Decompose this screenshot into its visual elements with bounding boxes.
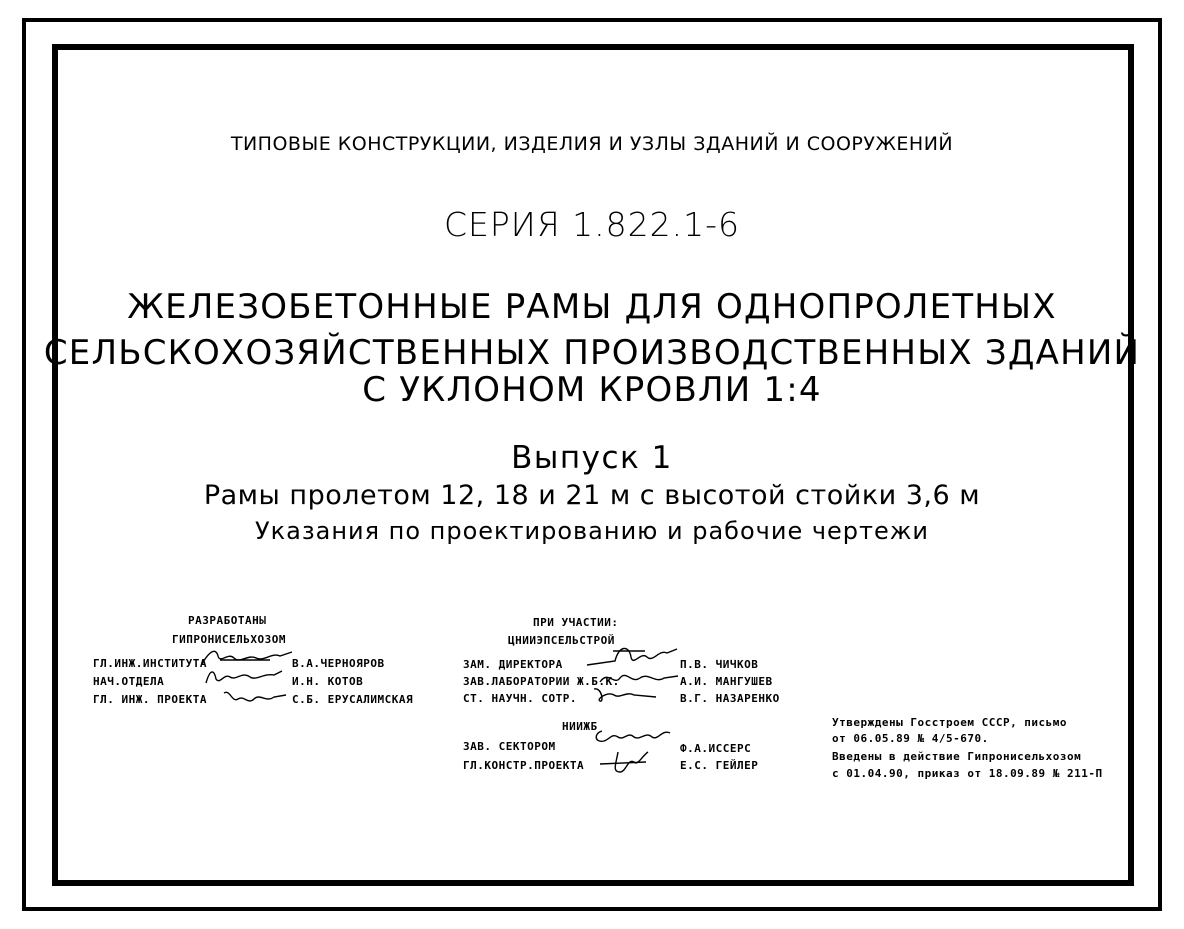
participation-role-1: ЗАМ. ДИРЕКТОРА: [463, 658, 563, 671]
signature-nazarenko: [590, 685, 660, 705]
approval-line-2: от 06.05.89 № 4/5-670.: [832, 732, 989, 745]
series-title: СЕРИЯ 1.822.1-6: [444, 205, 740, 244]
participation-heading: ПРИ УЧАСТИИ:: [533, 616, 619, 629]
participation-name-4: Ф.А.ИССЕРС: [680, 742, 752, 755]
participation-name-5: Е.С. ГЕЙЛЕР: [680, 759, 759, 772]
developed-name-1: В.А.ЧЕРНОЯРОВ: [292, 657, 385, 670]
participation-role-4: ЗАВ. СЕКТОРОМ: [463, 740, 556, 753]
developed-role-3: ГЛ. ИНЖ. ПРОЕКТА: [93, 693, 207, 706]
subtitle-1: Рамы пролетом 12, 18 и 21 м с высотой стойки 3,6 м: [203, 480, 981, 511]
approval-line-3: Введены в действие Гипронисельхозом: [832, 750, 1082, 763]
developed-name-3: С.Б. ЕРУСАЛИМСКАЯ: [292, 693, 414, 706]
developed-heading: РАЗРАБОТАНЫ: [188, 614, 267, 627]
participation-org-2: НИИЖБ: [562, 720, 598, 733]
title-line-3: С УКЛОНОМ КРОВЛИ 1:4: [362, 370, 822, 410]
developed-role-1: ГЛ.ИНЖ.ИНСТИТУТА: [93, 657, 207, 670]
participation-name-2: А.И. МАНГУШЕВ: [680, 675, 773, 688]
participation-name-3: В.Г. НАЗАРЕНКО: [680, 692, 780, 705]
title-line-1: ЖЕЛЕЗОБЕТОННЫЕ РАМЫ ДЛЯ ОДНОПРОЛЕТНЫХ: [127, 287, 1057, 327]
signature-geiler: [598, 748, 656, 778]
subtitle-2: Указания по проектированию и рабочие чертежи: [255, 517, 929, 545]
participation-name-1: П.В. ЧИЧКОВ: [680, 658, 759, 671]
participation-role-2: ЗАВ.ЛАБОРАТОРИИ Ж.Б.К.: [463, 675, 620, 688]
signature-kotov: [202, 667, 284, 687]
developed-org: ГИПРОНИСЕЛЬХОЗОМ: [172, 633, 286, 646]
approval-line-1: Утверждены Госстроем СССР, письмо: [832, 716, 1068, 729]
signature-issers: [592, 725, 672, 747]
participation-org-1: ЦНИИЭПСЕЛЬСТРОЙ: [508, 634, 615, 647]
participation-role-3: СТ. НАУЧН. СОТР.: [463, 692, 577, 705]
signature-chernoyarov: [200, 646, 295, 668]
title-line-2: СЕЛЬСКОХОЗЯЙСТВЕННЫХ ПРОИЗВОДСТВЕННЫХ ЗДАНИЙ: [43, 333, 1141, 373]
volume-label: Выпуск 1: [511, 440, 673, 476]
signature-erusalimskaya: [222, 687, 288, 707]
approval-line-4: с 01.04.90, приказ от 18.09.89 № 211-П: [832, 767, 1103, 780]
header-text: ТИПОВЫЕ КОНСТРУКЦИИ, ИЗДЕЛИЯ И УЗЛЫ ЗДАНИЙ И СООРУЖЕНИЙ: [230, 133, 954, 155]
developed-role-2: НАЧ.ОТДЕЛА: [93, 675, 165, 688]
developed-name-2: И.Н. КОТОВ: [292, 675, 364, 688]
participation-role-5: ГЛ.КОНСТР.ПРОЕКТА: [463, 759, 585, 772]
signature-chichkov: [585, 643, 680, 671]
